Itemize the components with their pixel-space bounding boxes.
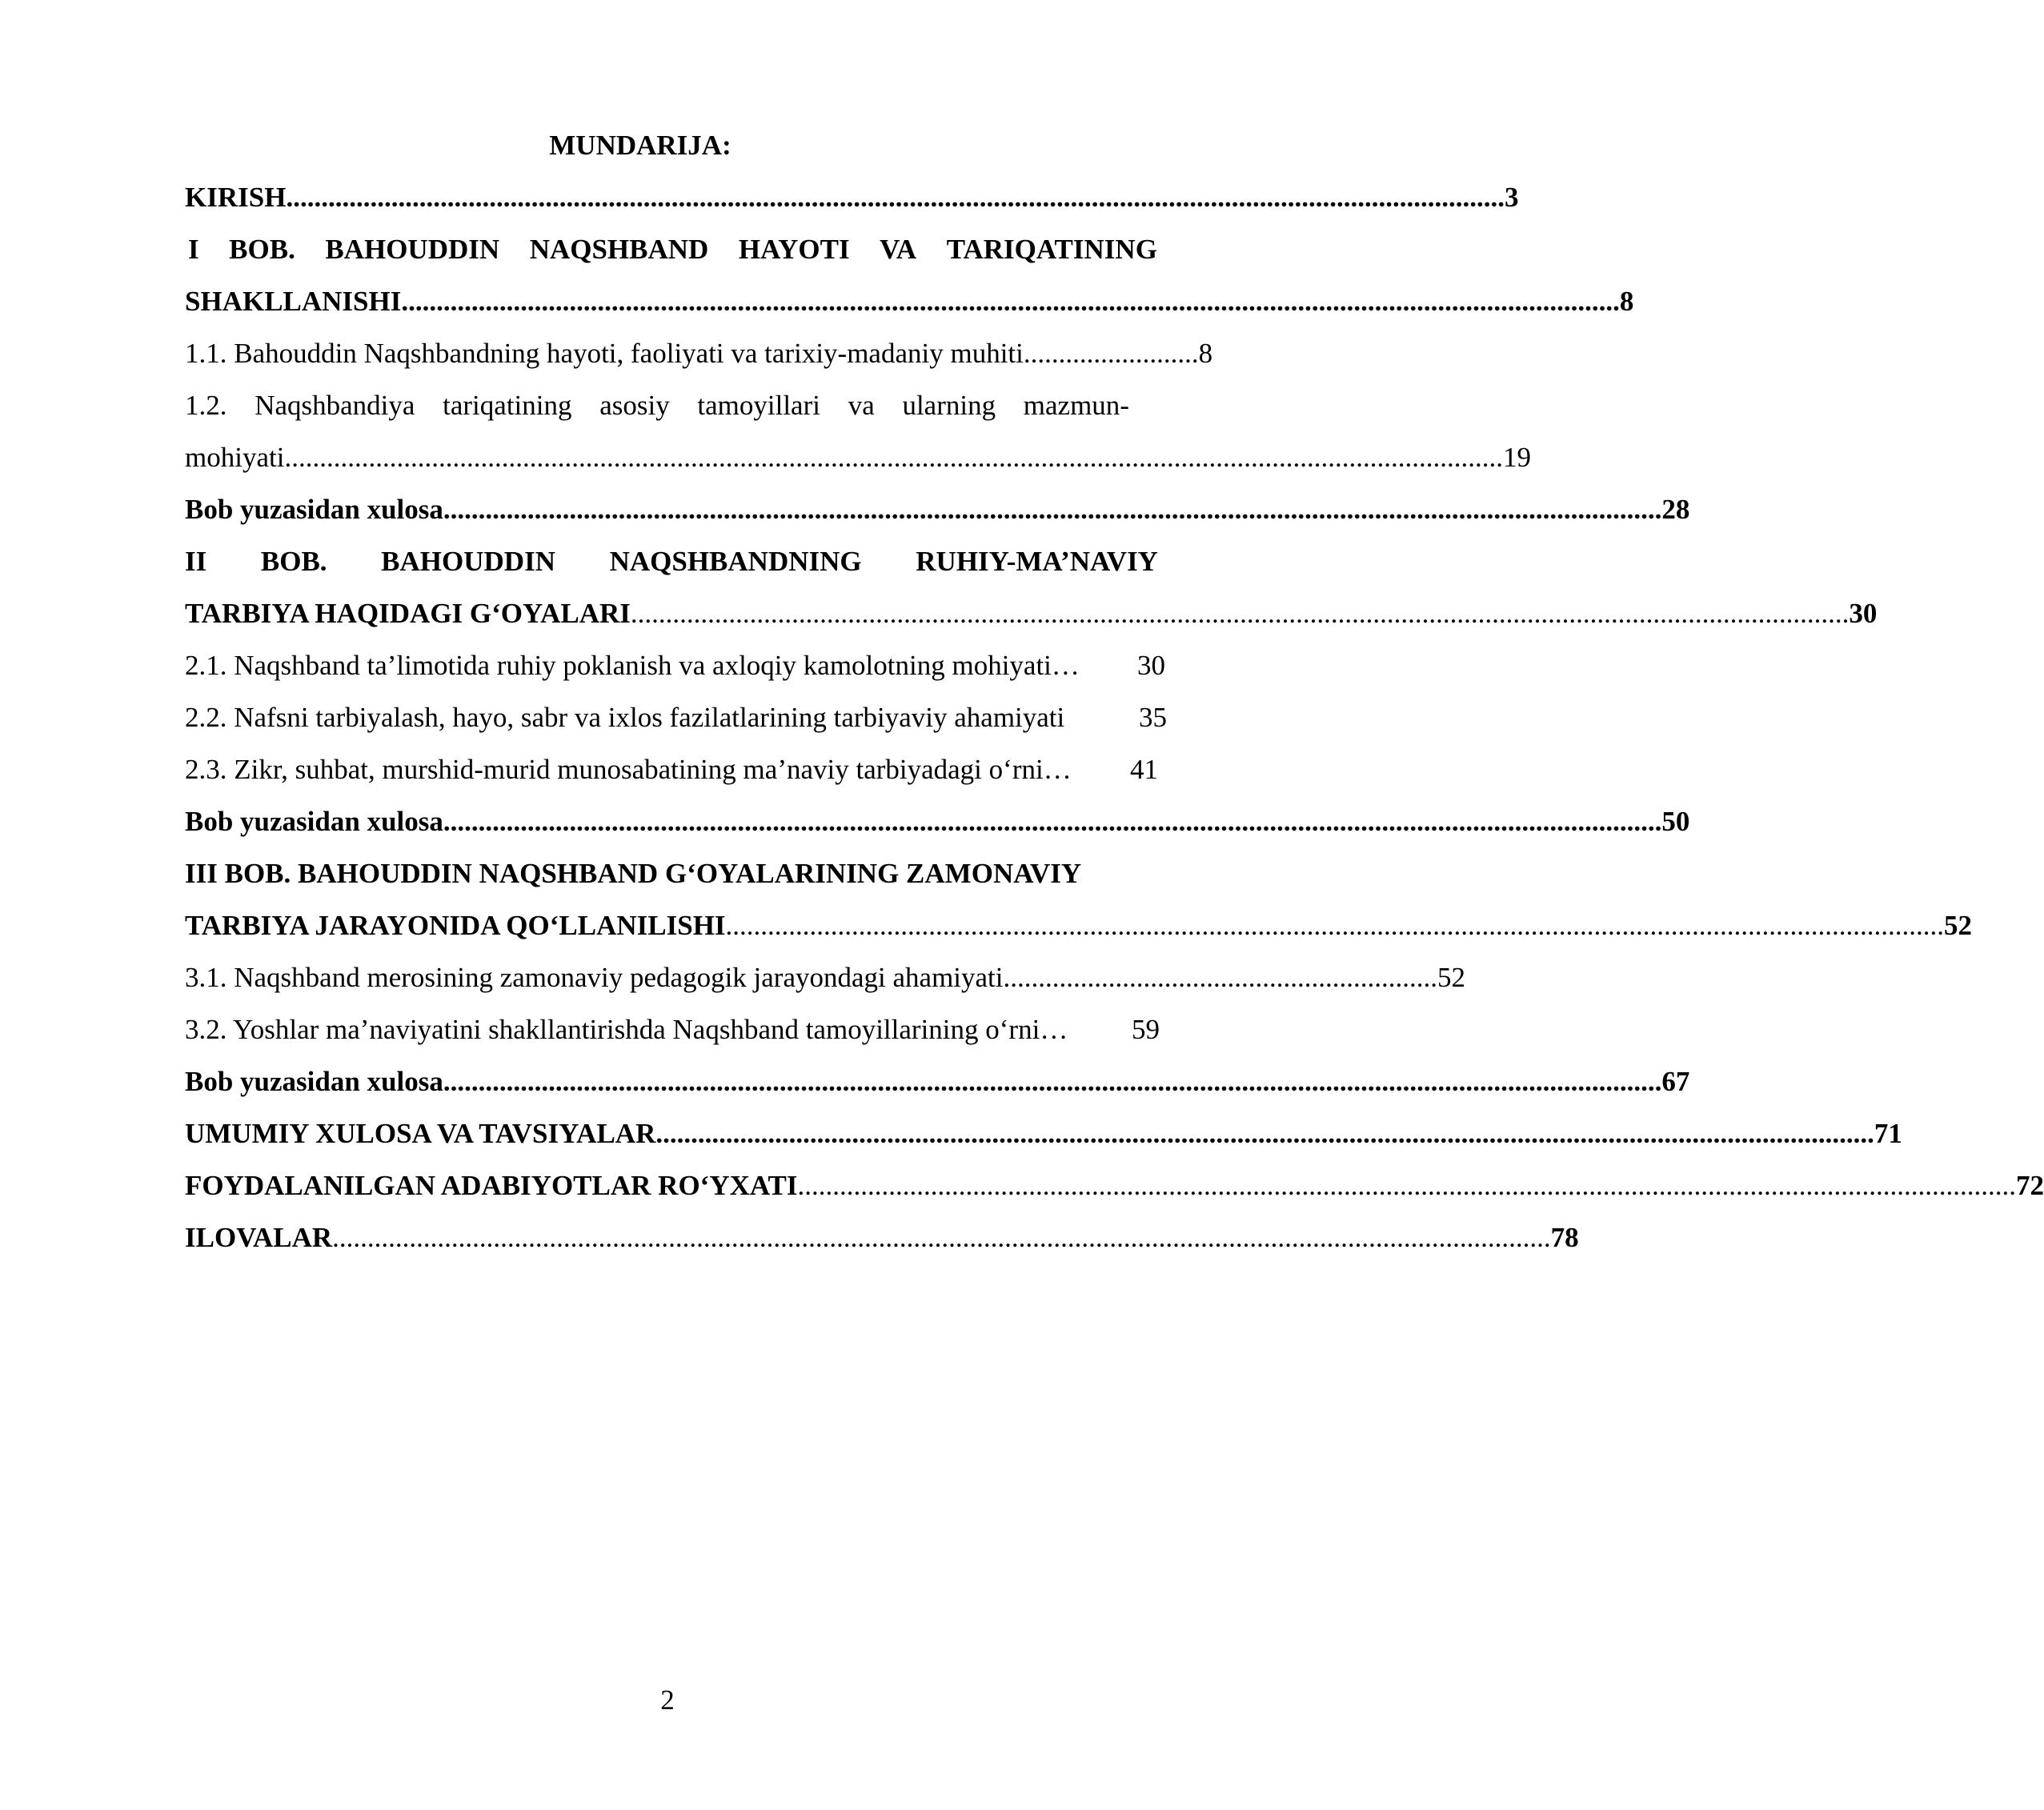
toc-entry-2-1[interactable]: 2.1. Naqshband ta’limotida ruhiy poklanish va axloqiy kamolotning mohiyati … 30: [185, 650, 1165, 681]
toc-entry-bibliography[interactable]: FOYDALANILGAN ADABIYOTLAR RO‘YXATI .............................................................................................................................................................................. 72: [185, 1170, 2044, 1201]
toc-entry-chapter3-line2[interactable]: TARBIYA JARAYONIDA QO‘LLANILISHI .............................................................................................................................................................................. 52: [185, 910, 1973, 941]
toc-entry-1-2-line2[interactable]: mohiyati .............................................................................................................................................................................. 19: [185, 442, 1531, 473]
toc-entry-2-2[interactable]: 2.2. Nafsni tarbiyalash, hayo, sabr va ixlos fazilatlarining tarbiyaviy ahamiyati 35: [185, 702, 1167, 733]
toc-entry-2-3[interactable]: 2.3. Zikr, suhbat, murshid-murid munosabatining ma’naviy tarbiyadagi o‘rni … 41: [185, 754, 1158, 785]
toc-entry-conclusion[interactable]: UMUMIY XULOSA VA TAVSIYALAR .............................................................................................................................................................................. 71: [185, 1118, 1902, 1149]
toc-entry-1-1[interactable]: 1.1. Bahouddin Naqshbandning hayoti, faoliyati va tarixiy-madaniy muhiti ......................... 8: [185, 338, 1213, 369]
toc-entry-chapter1-line1[interactable]: I BOB. BAHOUDDIN NAQSHBAND HAYOTI VA TARIQATINING: [188, 234, 1157, 265]
toc-entry-chapter1-line2[interactable]: SHAKLLANISHI .............................................................................................................................................................................. 8: [185, 286, 1634, 317]
toc-title: MUNDARIJA:: [549, 130, 731, 161]
toc-entry-chapter3-line1[interactable]: III BOB. BAHOUDDIN NAQSHBAND G‘OYALARINING ZAMONAVIY: [185, 858, 1082, 889]
toc-entry-3-1[interactable]: 3.1. Naqshband merosining zamonaviy pedagogik jarayondagi ahamiyati .............................................................. 52: [185, 962, 1466, 993]
toc-entry-chapter2-line1[interactable]: II BOB. BAHOUDDIN NAQSHBANDNING RUHIY-MA’NAVIY: [185, 546, 1158, 577]
page-number: 2: [660, 1684, 675, 1716]
toc-entry-chapter2-line2[interactable]: TARBIYA HAQIDAGI G‘OYALARI .............................................................................................................................................................................. 30: [185, 598, 1878, 629]
toc-entry-chapter1-summary[interactable]: Bob yuzasidan xulosa .............................................................................................................................................................................. 28: [185, 494, 1690, 525]
toc-entry-appendices[interactable]: ILOVALAR .............................................................................................................................................................................. 78: [185, 1222, 1579, 1253]
toc-entry-kirish[interactable]: KIRISH .............................................................................................................................................................................. 3: [185, 182, 1519, 213]
toc-entry-chapter3-summary[interactable]: Bob yuzasidan xulosa .............................................................................................................................................................................. 67: [185, 1066, 1690, 1097]
toc-entry-chapter2-summary[interactable]: Bob yuzasidan xulosa .............................................................................................................................................................................. 50: [185, 806, 1690, 837]
toc-entry-1-2-line1[interactable]: 1.2. Naqshbandiya tariqatining asosiy tamoyillari va ularning mazmun-: [185, 390, 1129, 421]
toc-entry-3-2[interactable]: 3.2. Yoshlar ma’naviyatini shakllantirishda Naqshband tamoyillarining o‘rni … 59: [185, 1014, 1160, 1045]
